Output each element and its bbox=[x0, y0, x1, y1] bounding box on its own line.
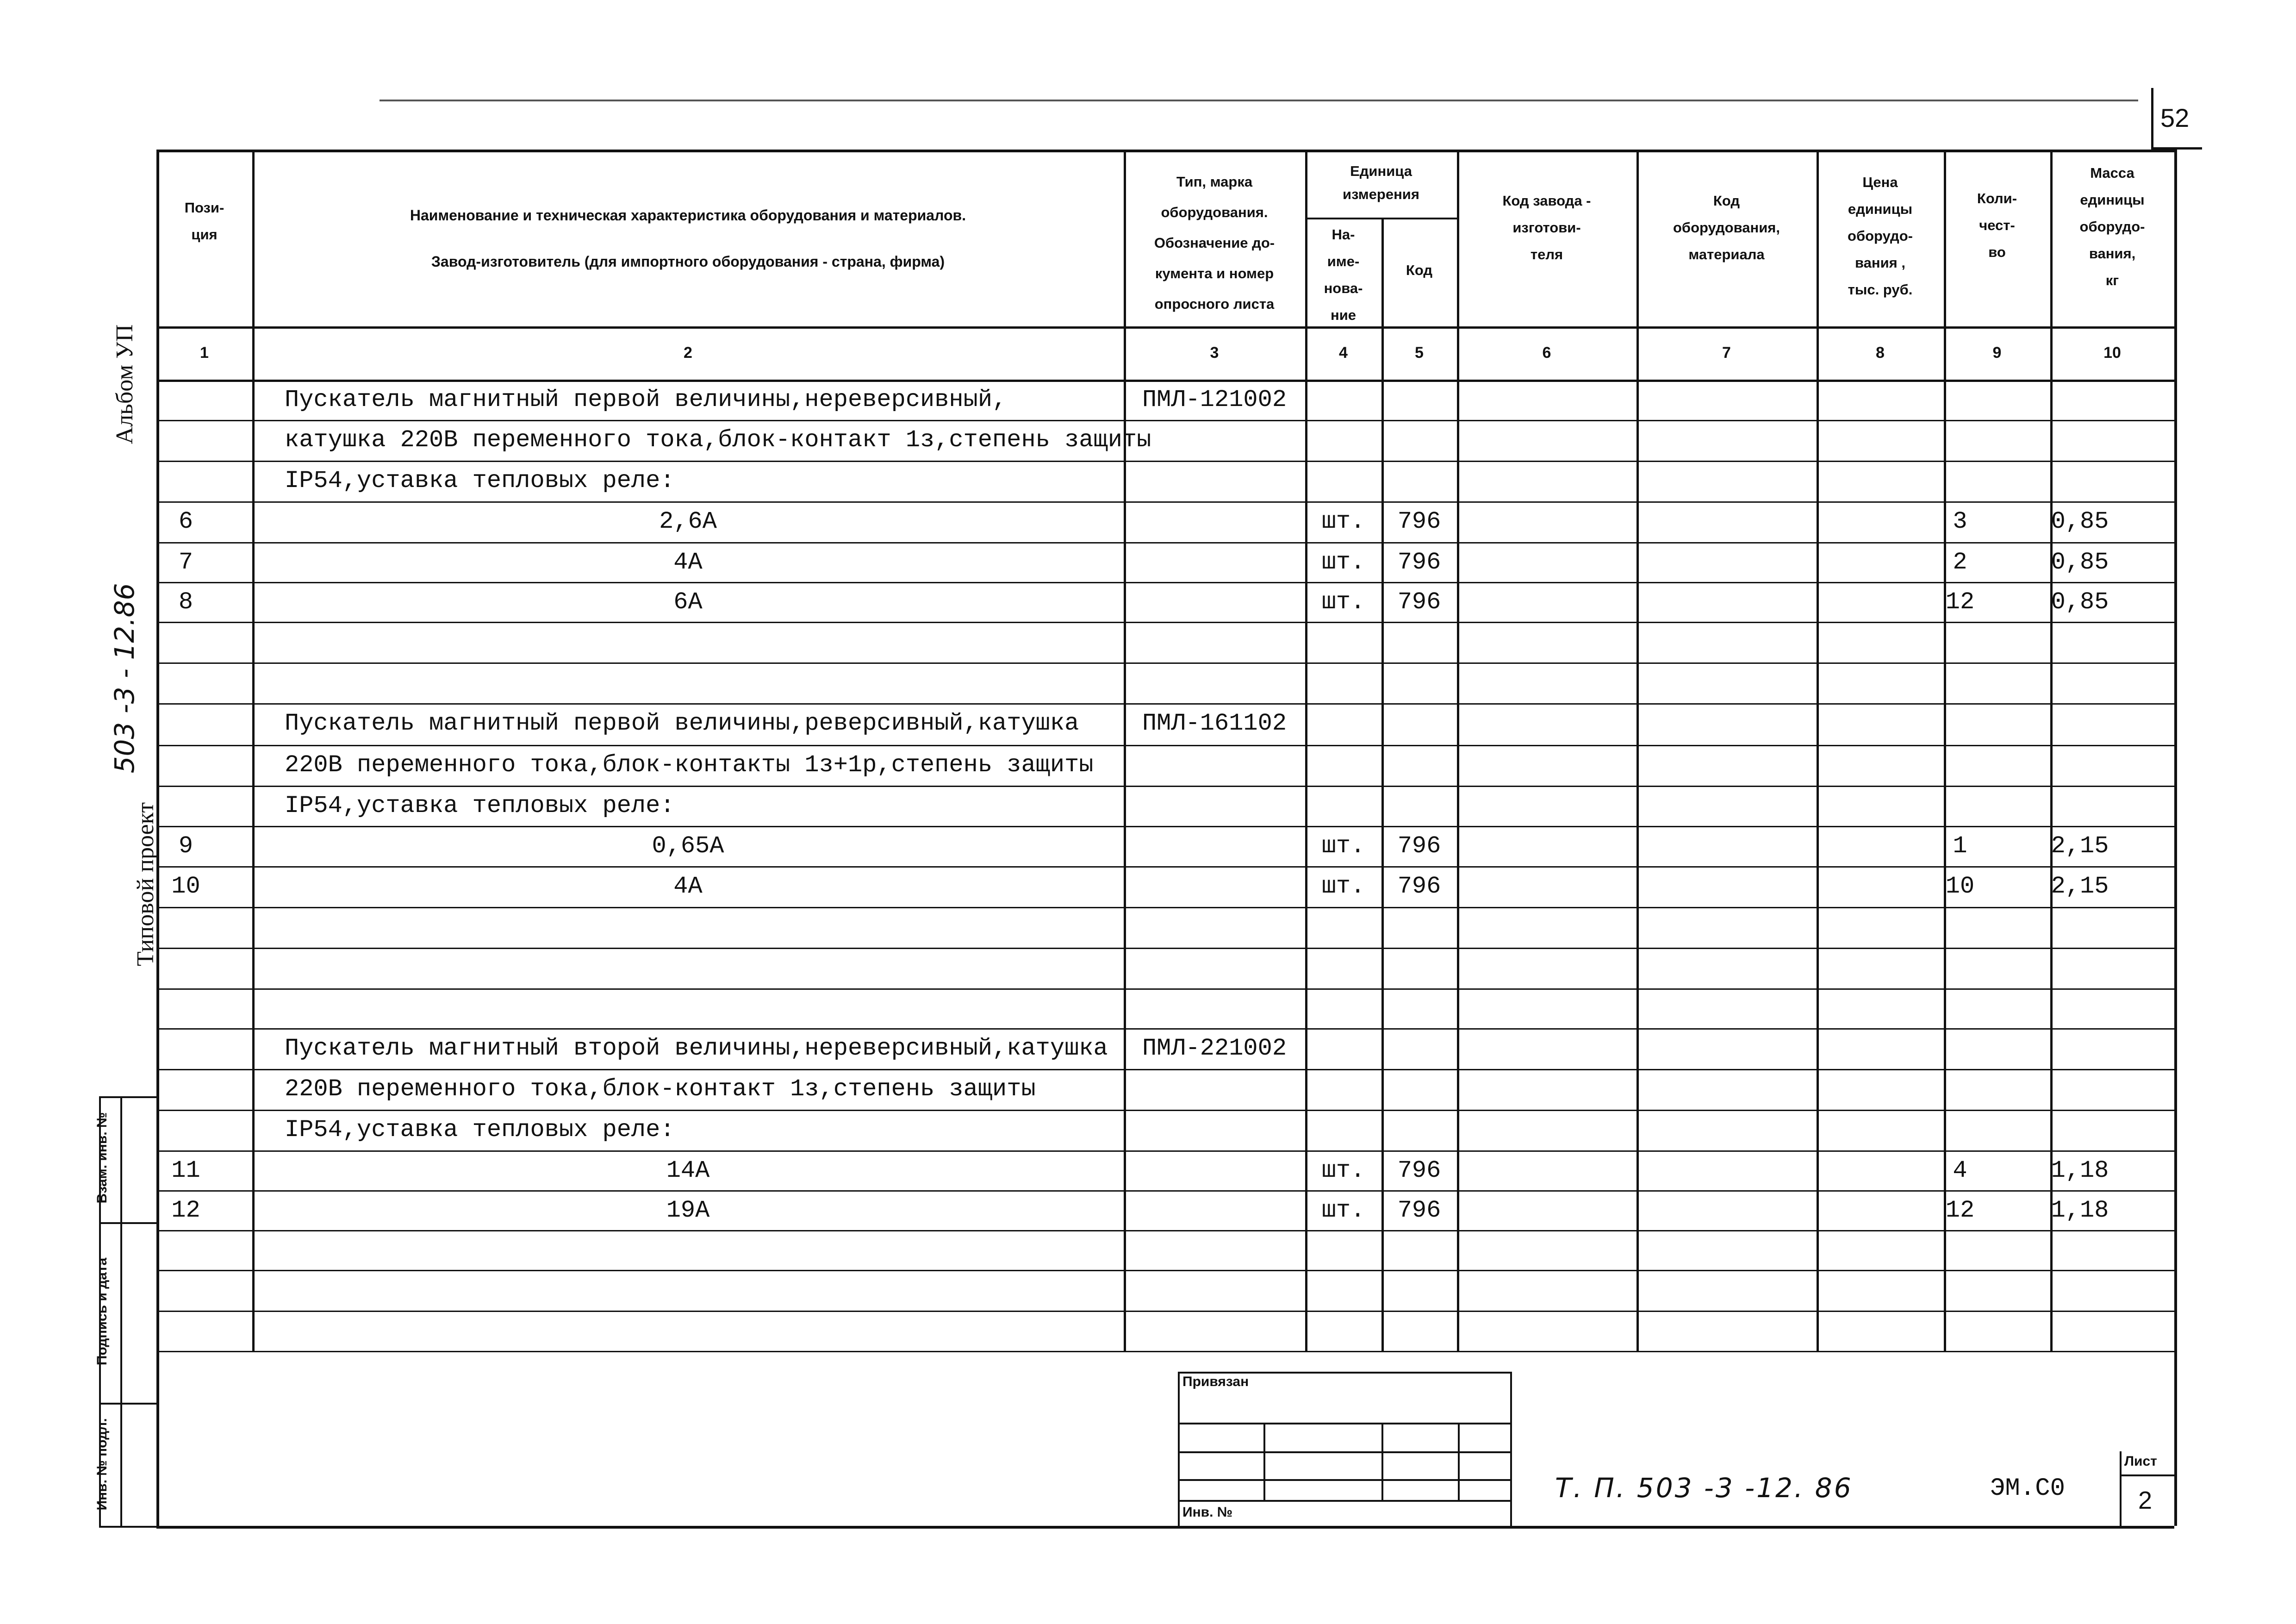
row-code: 796 bbox=[1397, 549, 1441, 576]
row-name: IP54,уставка тепловых реле: bbox=[285, 1116, 675, 1143]
row-name: 19А bbox=[666, 1197, 710, 1224]
column-header-line: Код bbox=[1713, 193, 1740, 209]
inv-no-label: Инв. № bbox=[1182, 1505, 1233, 1520]
row-qty: 10 bbox=[1945, 873, 1975, 900]
column-header-line: Цена bbox=[1862, 174, 1898, 190]
column-header-line: ние bbox=[1330, 307, 1356, 323]
inv-no-sub-label: Инв. № подл. bbox=[94, 1418, 110, 1511]
column-header-line: Обозначение до- bbox=[1154, 235, 1275, 251]
row-unit: шт. bbox=[1321, 1157, 1365, 1184]
row-name: Пускатель магнитный первой величины,нереверсивный, bbox=[285, 386, 1007, 413]
column-header-line: оборудо- bbox=[1848, 228, 1913, 244]
sign-date-label: Подпись и дата bbox=[94, 1257, 110, 1366]
column-header-line: оборудования. bbox=[1161, 204, 1268, 220]
column-number-4: 4 bbox=[1339, 344, 1348, 362]
row-pos: 7 bbox=[178, 549, 193, 576]
row-mass: 0,85 bbox=[2051, 549, 2109, 576]
column-header-3 bbox=[1124, 167, 1305, 319]
row-pos: 9 bbox=[178, 832, 193, 860]
column-header-line: Тип, марка bbox=[1176, 174, 1253, 190]
row-mass: 1,18 bbox=[2051, 1197, 2109, 1224]
column-header-line: чест- bbox=[1979, 217, 2015, 233]
column-number-5: 5 bbox=[1415, 344, 1424, 362]
row-pos: 11 bbox=[171, 1157, 200, 1184]
column-header-line: Код bbox=[1406, 262, 1433, 278]
column-number-8: 8 bbox=[1876, 344, 1885, 362]
column-header-line: кг bbox=[2105, 272, 2119, 288]
column-header-line: нова- bbox=[1324, 280, 1363, 296]
row-unit: шт. bbox=[1321, 549, 1365, 576]
row-type: ПМЛ-121002 bbox=[1142, 386, 1287, 413]
album-label: Альбом УП bbox=[112, 324, 138, 444]
column-number-1: 1 bbox=[200, 344, 209, 362]
project-number-label: 503 -3 - 12.86 bbox=[109, 583, 140, 774]
row-code: 796 bbox=[1397, 1157, 1441, 1184]
column-header-line: Пози- bbox=[184, 200, 224, 216]
document-code: Т. П. 503 -3 -12. 86 bbox=[1555, 1472, 1853, 1504]
column-header-line: во bbox=[1988, 244, 2006, 260]
row-unit: шт. bbox=[1321, 1197, 1365, 1224]
row-code: 796 bbox=[1397, 832, 1441, 860]
row-name: 0,65А bbox=[652, 832, 724, 860]
column-header-line: име- bbox=[1327, 253, 1360, 269]
row-qty: 12 bbox=[1945, 588, 1975, 616]
column-header-7 bbox=[1636, 187, 1817, 268]
column-header-8 bbox=[1817, 169, 1944, 303]
sheet-number: 2 bbox=[2138, 1487, 2153, 1514]
column-header-line: тыс. руб. bbox=[1848, 281, 1913, 298]
row-code: 796 bbox=[1397, 1197, 1441, 1224]
column-header-1 bbox=[156, 194, 252, 248]
unit-group-header bbox=[1305, 160, 1457, 206]
row-name: 4А bbox=[673, 549, 703, 576]
row-name: IP54,уставка тепловых реле: bbox=[285, 792, 675, 819]
column-header-line: На- bbox=[1332, 226, 1355, 243]
vzam-inv-label: Взам. инв. № bbox=[94, 1112, 110, 1204]
column-number-10: 10 bbox=[2103, 344, 2121, 362]
column-header-line: Код завода - bbox=[1502, 193, 1591, 209]
column-number-3: 3 bbox=[1210, 344, 1219, 362]
row-name: 14А bbox=[666, 1157, 710, 1184]
row-pos: 8 bbox=[178, 588, 193, 616]
row-qty: 2 bbox=[1953, 549, 1967, 576]
row-qty: 12 bbox=[1945, 1197, 1975, 1224]
row-qty: 1 bbox=[1953, 832, 1967, 860]
column-number-7: 7 bbox=[1722, 344, 1731, 362]
row-name: IP54,уставка тепловых реле: bbox=[285, 467, 675, 494]
column-header-4 bbox=[1305, 221, 1381, 329]
column-header-line: оборудо- bbox=[2079, 219, 2145, 235]
column-header-10 bbox=[2050, 160, 2174, 294]
row-name: 2,6А bbox=[659, 508, 717, 535]
row-name: 220В переменного тока,блок-контакты 1з+1р,степень защиты bbox=[285, 751, 1094, 779]
column-header-9 bbox=[1944, 185, 2050, 266]
column-number-2: 2 bbox=[684, 344, 692, 362]
row-code: 796 bbox=[1397, 588, 1441, 616]
column-header-line: Завод-изготовитель (для импортного оборудования - страна, фирма) bbox=[431, 253, 945, 270]
column-header-line: Коли- bbox=[1977, 190, 2017, 206]
column-header-line: единицы bbox=[1848, 201, 1913, 217]
unit-group-header-line: Единица bbox=[1350, 163, 1412, 179]
row-mass: 2,15 bbox=[2051, 873, 2109, 900]
column-header-5 bbox=[1381, 257, 1457, 284]
row-mass: 1,18 bbox=[2051, 1157, 2109, 1184]
row-unit: шт. bbox=[1321, 832, 1365, 860]
unit-group-header-line: измерения bbox=[1343, 186, 1419, 202]
column-header-line: оборудования, bbox=[1673, 219, 1780, 236]
row-unit: шт. bbox=[1321, 873, 1365, 900]
row-name: 6А bbox=[673, 588, 703, 616]
column-header-line: вания, bbox=[2089, 245, 2136, 262]
row-name: 4А bbox=[673, 873, 703, 900]
column-header-line: материала bbox=[1688, 246, 1765, 262]
row-unit: шт. bbox=[1321, 588, 1365, 616]
row-pos: 6 bbox=[178, 508, 193, 535]
column-header-line: опросного листа bbox=[1154, 296, 1275, 312]
sheet-label: Лист bbox=[2124, 1454, 2157, 1469]
column-header-line: единицы bbox=[2080, 192, 2145, 208]
row-code: 796 bbox=[1397, 508, 1441, 535]
privyazan-label: Привязан bbox=[1182, 1374, 1249, 1389]
row-mass: 0,85 bbox=[2051, 508, 2109, 535]
row-pos: 10 bbox=[171, 873, 200, 900]
row-name: Пускатель магнитный второй величины,нереверсивный,катушка bbox=[285, 1035, 1108, 1062]
row-type: ПМЛ-161102 bbox=[1142, 710, 1287, 737]
column-header-line: изготови- bbox=[1512, 219, 1581, 236]
column-header-line: Масса bbox=[2090, 165, 2134, 181]
column-header-line: вания , bbox=[1855, 255, 1905, 271]
row-unit: шт. bbox=[1321, 508, 1365, 535]
column-header-line: кумента и номер bbox=[1155, 265, 1274, 281]
column-header-line: Наименование и техническая характеристика оборудования и материалов. bbox=[410, 207, 966, 224]
row-mass: 0,85 bbox=[2051, 588, 2109, 616]
column-header-2 bbox=[252, 192, 1124, 285]
row-pos: 12 bbox=[171, 1197, 200, 1224]
project-label: Типовой проект bbox=[132, 802, 159, 966]
row-qty: 3 bbox=[1953, 508, 1967, 535]
row-qty: 4 bbox=[1953, 1157, 1967, 1184]
row-name: Пускатель магнитный первой величины,реверсивный,катушка bbox=[285, 710, 1079, 737]
row-code: 796 bbox=[1397, 873, 1441, 900]
document-mark: ЭМ.С0 bbox=[1990, 1474, 2066, 1503]
column-number-9: 9 bbox=[1992, 344, 2002, 362]
row-type: ПМЛ-221002 bbox=[1142, 1035, 1287, 1062]
row-name: катушка 220В переменного тока,блок-контакт 1з,степень защиты bbox=[285, 426, 1151, 454]
column-number-6: 6 bbox=[1542, 344, 1551, 362]
row-mass: 2,15 bbox=[2051, 832, 2109, 860]
page-number: 52 bbox=[2160, 103, 2190, 132]
column-header-line: ция bbox=[191, 226, 218, 243]
row-name: 220В переменного тока,блок-контакт 1з,степень защиты bbox=[285, 1075, 1036, 1103]
column-header-line: теля bbox=[1530, 246, 1563, 262]
column-header-6 bbox=[1457, 187, 1636, 268]
